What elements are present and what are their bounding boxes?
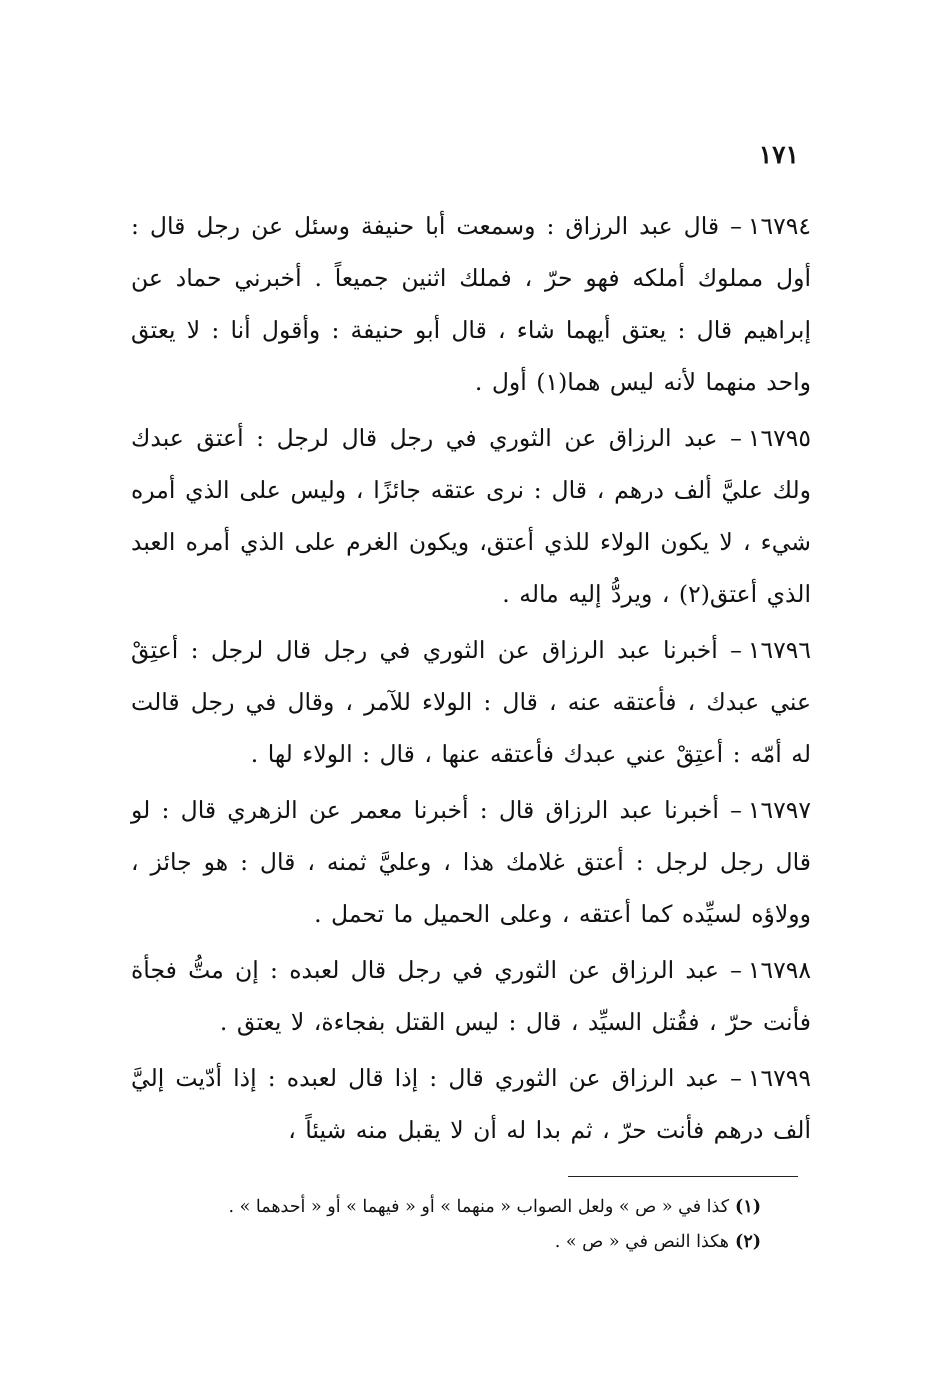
hadith-number: ١٦٧٩٦ xyxy=(747,636,811,664)
hadith-text: – أخبرنا عبد الرزاق قال : أخبرنا معمر عن الزهري قال : لو قال رجل لرجل : أعتق غلامك هذا ، وعليَّ ثمنه ، قال : هو جائز ، وولاؤه لسيِّده كما أعتقه ، وعلى الحميل ما تحمل . xyxy=(131,796,811,928)
footnote-text: هكذا النص في « ص » . xyxy=(554,1232,730,1252)
hadith-number: ١٦٧٩٧ xyxy=(747,796,811,824)
hadith-paragraph xyxy=(131,944,811,1048)
footnotes xyxy=(141,1190,761,1260)
hadith-number: ١٦٧٩٥ xyxy=(747,424,811,452)
footnote xyxy=(141,1190,761,1225)
hadith-text: – عبد الرزاق عن الثوري في رجل قال لرجل : أعتق عبدك ولك عليَّ ألف درهم ، قال : نرى عتقه جائزًا ، وليس على الذي أمره شيء ، لا يكون الولاء للذي أعتق، ويكون الغرم على الذي أمره العبد الذي أعتق(٢) ، ويردُّ إليه ماله . xyxy=(131,424,811,608)
hadith-number: ١٦٧٩٩ xyxy=(747,1064,811,1092)
footnote xyxy=(141,1225,761,1260)
footnote-text: كذا في « ص » ولعل الصواب « منهما » أو « فيهما » أو « أحدهما » . xyxy=(228,1197,730,1217)
hadith-number: ١٦٧٩٨ xyxy=(747,956,811,984)
hadith-paragraph xyxy=(131,624,811,780)
hadith-text: – قال عبد الرزاق : وسمعت أبا حنيفة وسئل عن رجل قال : أول مملوك أملكه فهو حرّ ، فملك اثنين جميعاً . أخبرني حماد عن إبراهيم قال : يعتق أيهما شاء ، قال أبو حنيفة : وأقول أنا : لا يعتق واحد منهما لأنه ليس هما(١) أول . xyxy=(131,212,811,396)
page-number: ١٧١ xyxy=(758,140,799,169)
hadith-paragraph xyxy=(131,412,811,620)
hadith-paragraph xyxy=(131,784,811,940)
footnote-marker: (١) xyxy=(735,1197,761,1217)
footnote-divider xyxy=(568,1176,798,1177)
hadith-text: – عبد الرزاق عن الثوري قال : إذا قال لعبده : إذا أدّيت إليَّ ألف درهم فأنت حرّ ، ثم بدا له أن لا يقبل منه شيئاً ، xyxy=(131,1064,811,1144)
hadith-text-body xyxy=(131,200,811,1160)
hadith-text: – عبد الرزاق عن الثوري في رجل قال لعبده : إن متُّ فجأة فأنت حرّ ، فقُتل السيِّد ، قال : ليس القتل بفجاءة، لا يعتق . xyxy=(131,956,811,1036)
footnote-marker: (٢) xyxy=(735,1232,761,1252)
hadith-paragraph xyxy=(131,1052,811,1156)
hadith-text: – أخبرنا عبد الرزاق عن الثوري في رجل قال لرجل : أعتِقْ عني عبدك ، فأعتقه عنه ، قال : الولاء للآمر ، وقال في رجل قالت له أمّه : أعتِقْ عني عبدك فأعتقه عنها ، قال : الولاء لها . xyxy=(131,636,811,768)
hadith-number: ١٦٧٩٤ xyxy=(747,212,811,240)
hadith-paragraph xyxy=(131,200,811,408)
